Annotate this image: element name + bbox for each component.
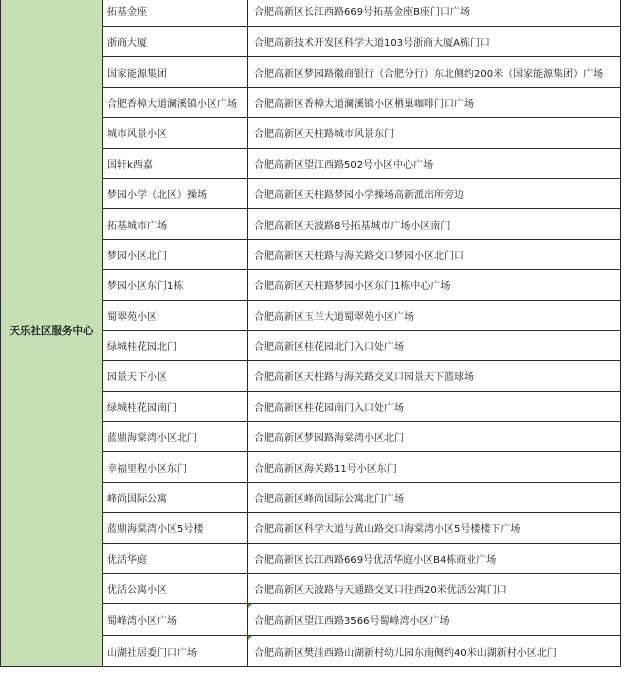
site-name-cell[interactable]: 梦园小学（北区）操场 [103,178,248,208]
site-name-cell[interactable]: 拓基金座 [103,0,248,27]
site-name-cell[interactable]: 优活公寓小区 [103,574,248,604]
address-cell[interactable]: 合肥高新区天柱路城市风景东门 [248,118,621,148]
site-name-cell[interactable]: 园景天下小区 [103,361,248,391]
address-cell[interactable]: 合肥高新区科学大道与黄山路交口海棠湾小区5号楼楼下广场 [248,513,621,543]
site-name-cell[interactable]: 蓝鼎海棠湾小区5号楼 [103,513,248,543]
table-row [1,0,621,27]
address-cell[interactable]: 合肥高新区桂花园北门入口处广场 [248,330,621,360]
site-name-cell[interactable]: 浙商大厦 [103,27,248,57]
service-center-cell[interactable]: 天乐社区服务中心 [1,0,103,667]
site-name-cell[interactable]: 国家能源集团 [103,57,248,87]
address-cell[interactable]: 合肥高新区峰尚国际公寓北门广场 [248,482,621,512]
address-cell[interactable]: 合肥高新区玉兰大道蜀翠苑小区广场 [248,300,621,330]
address-cell[interactable]: 合肥高新区望江西路3566号蜀峰湾小区广场 [248,604,621,636]
site-name-cell[interactable]: 峰尚国际公寓 [103,482,248,512]
address-cell[interactable]: 合肥高新区梦园路徽商银行（合肥分行）东北侧约200米（国家能源集团）广场 [248,57,621,87]
site-name-cell[interactable]: 拓基城市广场 [103,209,248,239]
address-cell[interactable]: 合肥高新区天波路8号拓基城市广场小区南门 [248,209,621,239]
site-name-cell[interactable]: 国轩k西嘉 [103,148,248,178]
site-name-cell[interactable]: 绿城桂花园北门 [103,330,248,360]
address-cell[interactable]: 合肥高新区望江西路502号小区中心广场 [248,148,621,178]
address-cell[interactable]: 合肥高新区长江西路669号优活华庭小区B4栋商业广场 [248,543,621,573]
address-cell[interactable]: 合肥高新区天柱路梦园小学操场高新派出所旁边 [248,178,621,208]
site-name-cell[interactable]: 山湖社居委门口广场 [103,636,248,667]
address-cell[interactable]: 合肥高新区香樟大道澜溪镇小区栖巢咖啡门口广场 [248,87,621,117]
site-name-cell[interactable]: 梦园小区东门1栋 [103,270,248,300]
address-cell[interactable]: 合肥高新技术开发区科学大道103号浙商大厦A栋门口 [248,27,621,57]
site-name-cell[interactable]: 优活华庭 [103,543,248,573]
address-cell[interactable]: 合肥高新区桂花园南门入口处广场 [248,391,621,421]
address-cell[interactable]: 合肥高新区天波路与天通路交叉口往西20米优活公寓门口 [248,574,621,604]
site-name-cell[interactable]: 合肥香樟大道澜溪镇小区广场 [103,87,248,117]
site-name-cell[interactable]: 蜀峰湾小区广场 [103,604,248,636]
address-cell[interactable]: 合肥高新区樊洼西路山湖新村幼儿园东南侧约40米山湖新村小区北门 [248,636,621,667]
site-name-cell[interactable]: 绿城桂花园南门 [103,391,248,421]
address-cell[interactable]: 合肥高新区天柱路与海关路交口梦园小区北门口 [248,239,621,269]
address-cell[interactable]: 合肥高新区天柱路梦园小区东门1栋中心广场 [248,270,621,300]
address-cell[interactable]: 合肥高新区天柱路与海关路交叉口园景天下篮球场 [248,361,621,391]
site-name-cell[interactable]: 城市风景小区 [103,118,248,148]
cell-indicator-triangle-icon [248,636,252,640]
site-name-cell[interactable]: 蜀翠苑小区 [103,300,248,330]
site-name-cell[interactable]: 蓝鼎海棠湾小区北门 [103,422,248,452]
site-name-cell[interactable]: 幸福里程小区东门 [103,452,248,482]
cell-indicator-triangle-icon [248,604,252,608]
address-cell[interactable]: 合肥高新区长江西路669号拓基金座B座门口广场 [248,0,621,27]
address-cell[interactable]: 合肥高新区海关路11号小区东门 [248,452,621,482]
address-cell[interactable]: 合肥高新区梦园路海棠湾小区北门 [248,422,621,452]
site-name-cell[interactable]: 梦园小区北门 [103,239,248,269]
